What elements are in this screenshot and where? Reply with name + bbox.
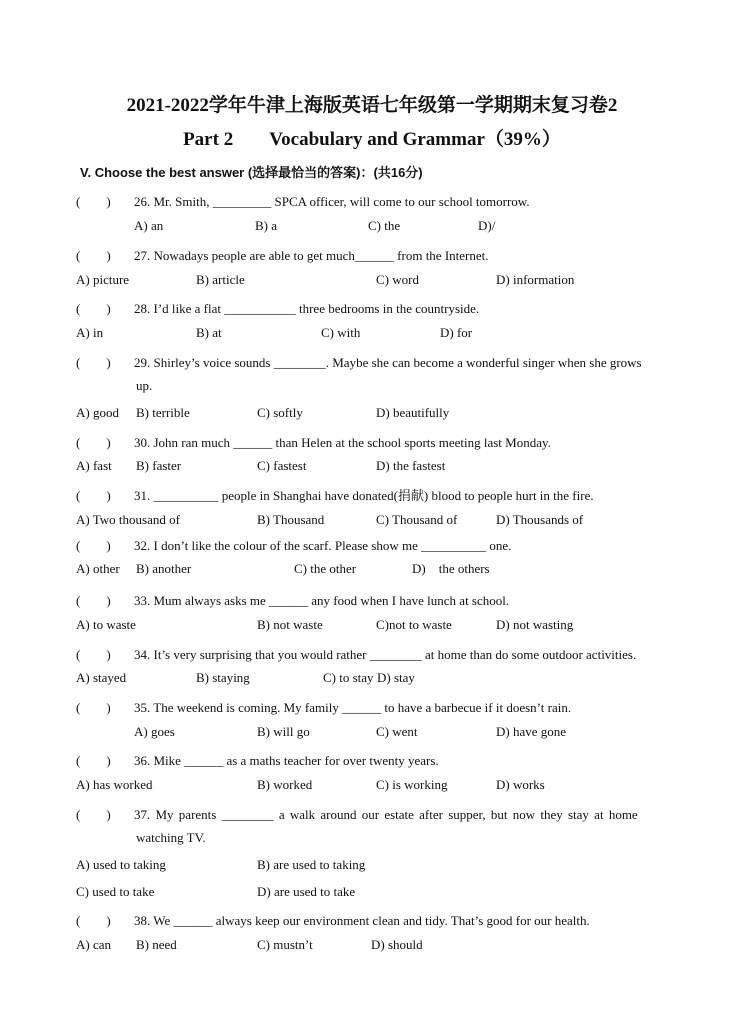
option[interactable]: C) fastest (257, 458, 307, 473)
option[interactable]: B) another (136, 561, 192, 576)
option[interactable]: D) should (371, 937, 423, 952)
answer-blank[interactable]: ( ) (76, 647, 111, 662)
answer-blank[interactable]: ( ) (76, 435, 111, 450)
question-stem: ( ) 35. The weekend is coming. My family ______ to have a barbecue if it doesn’t rain. (76, 697, 676, 716)
option[interactable]: C) softly (257, 405, 303, 420)
option[interactable]: D) beautifully (376, 405, 450, 420)
option[interactable]: C) is working (376, 777, 448, 792)
option[interactable]: D) the others (412, 561, 490, 576)
option[interactable]: A) in (76, 325, 104, 340)
answer-blank[interactable]: ( ) (76, 753, 111, 768)
option[interactable]: C) Thousand of (376, 512, 458, 527)
question-stem: ( ) 37. My parents ________ a walk around our estate after supper, but now they stay at home (76, 804, 676, 823)
part-section-title: Vocabulary and Grammar（39%） (269, 129, 561, 150)
option[interactable]: B) a (255, 218, 278, 233)
option[interactable]: A) has worked (76, 777, 153, 792)
option[interactable]: A) to waste (76, 617, 136, 632)
question-stem: ( ) 26. Mr. Smith, _________ SPCA officer, will come to our school tomorrow. (76, 191, 676, 210)
option[interactable]: D) stay (377, 670, 415, 685)
answer-blank[interactable]: ( ) (76, 488, 111, 503)
question-stem: ( ) 31. __________ people in Shanghai have donated(捐献) blood to people hurt in the fire. (76, 485, 676, 504)
answer-blank[interactable]: ( ) (76, 913, 111, 928)
option[interactable]: C) to stay (323, 670, 374, 685)
option[interactable]: B) worked (257, 777, 313, 792)
option[interactable]: D) Thousands of (496, 512, 584, 527)
option[interactable]: A) other (76, 561, 120, 576)
answer-blank[interactable]: ( ) (76, 355, 111, 370)
option[interactable]: C) the other (294, 561, 357, 576)
option[interactable]: D) for (440, 325, 473, 340)
question-stem: ( ) 29. Shirley’s voice sounds ________. Maybe she can become a wonderful singer when she grows (76, 352, 676, 371)
option[interactable]: A) an (134, 218, 164, 233)
document-title: 2021-2022学年牛津上海版英语七年级第一学期期末复习卷2 (126, 95, 618, 116)
question-stem-continuation: watching TV. (136, 830, 206, 845)
option[interactable]: C) mustn’t (257, 937, 313, 952)
answer-blank[interactable]: ( ) (76, 700, 111, 715)
question-stem: ( ) 36. Mike ______ as a maths teacher for over twenty years. (76, 750, 676, 769)
section-heading: V. Choose the best answer (选择最恰当的答案)：(共16分) (80, 165, 423, 180)
answer-blank[interactable]: ( ) (76, 301, 111, 316)
option[interactable]: A) good (76, 405, 119, 420)
option[interactable]: A) can (76, 937, 112, 952)
option[interactable]: D) the fastest (376, 458, 446, 473)
option[interactable]: C) the (368, 218, 401, 233)
part-label: Part 2 (183, 129, 234, 150)
option[interactable]: A) used to taking (76, 857, 166, 872)
option[interactable]: B) are used to taking (257, 857, 366, 872)
option[interactable]: C)not to waste (376, 617, 452, 632)
option[interactable]: B) need (136, 937, 177, 952)
option[interactable]: D) works (496, 777, 545, 792)
question-stem: ( ) 30. John ran much ______ than Helen at the school sports meeting last Monday. (76, 432, 676, 451)
option[interactable]: C) went (376, 724, 418, 739)
question-stem: ( ) 33. Mum always asks me ______ any food when I have lunch at school. (76, 590, 676, 609)
option[interactable]: A) stayed (76, 670, 127, 685)
option[interactable]: C) with (321, 325, 361, 340)
option[interactable]: A) picture (76, 272, 130, 287)
option[interactable]: B) not waste (257, 617, 323, 632)
question-stem: ( ) 32. I don’t like the colour of the scarf. Please show me __________ one. (76, 535, 676, 554)
option[interactable]: A) Two thousand of (76, 512, 180, 527)
option[interactable]: D)/ (478, 218, 496, 233)
option[interactable]: B) faster (136, 458, 182, 473)
option[interactable]: B) terrible (136, 405, 190, 420)
answer-blank[interactable]: ( ) (76, 538, 111, 553)
option[interactable]: C) used to take (76, 884, 155, 899)
option[interactable]: A) fast (76, 458, 112, 473)
answer-blank[interactable]: ( ) (76, 194, 111, 209)
option[interactable]: B) staying (196, 670, 250, 685)
option[interactable]: B) will go (257, 724, 310, 739)
question-stem: ( ) 27. Nowadays people are able to get much______ from the Internet. (76, 245, 676, 264)
option[interactable]: D) have gone (496, 724, 567, 739)
answer-blank[interactable]: ( ) (76, 593, 111, 608)
answer-blank[interactable]: ( ) (76, 807, 111, 822)
answer-blank[interactable]: ( ) (76, 248, 111, 263)
option[interactable]: C) word (376, 272, 419, 287)
option[interactable]: D) not wasting (496, 617, 574, 632)
part-heading (0, 124, 744, 151)
question-stem: ( ) 34. It’s very surprising that you would rather ________ at home than do some outdoor activities. (76, 644, 676, 663)
option[interactable]: A) goes (134, 724, 175, 739)
question-stem: ( ) 38. We ______ always keep our environment clean and tidy. That’s good for our health. (76, 910, 676, 929)
question-stem: ( ) 28. I’d like a flat ___________ three bedrooms in the countryside. (76, 298, 676, 317)
option[interactable]: B) at (196, 325, 222, 340)
option[interactable]: B) Thousand (257, 512, 325, 527)
option[interactable]: B) article (196, 272, 245, 287)
option[interactable]: D) information (496, 272, 575, 287)
option[interactable]: D) are used to take (257, 884, 356, 899)
question-stem-continuation: up. (136, 378, 153, 393)
